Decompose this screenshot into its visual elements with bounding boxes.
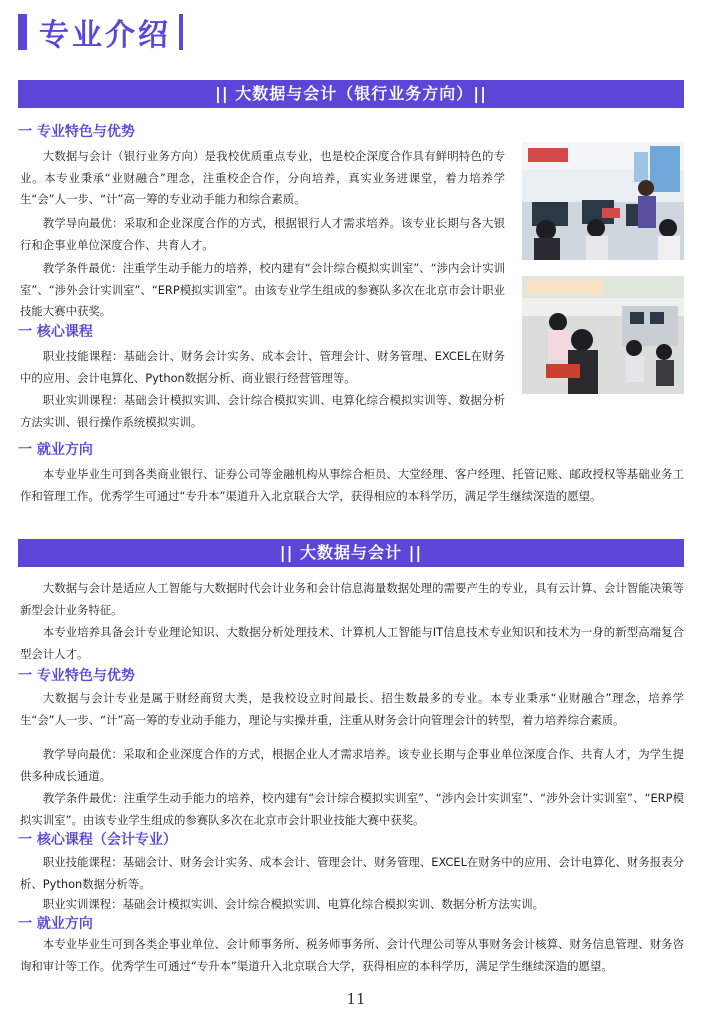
page-title: 专业介绍 [39,18,171,53]
section1-heading-career: 一 就业方向 [18,442,93,458]
section2-paragraph-guidance: 教学导向最优：采取和企业深度合作的方式，根据企业人才需求培养。该专业长期与企事业单位深度合作、共育人才，为学生提供多种成长通道。 [20,747,684,783]
section2-paragraph-skill-courses: 职业技能课程：基础会计、财务会计实务、成本会计、管理会计、财务管理、EXCEL在财务中的应用、会计电算化、财务报表分析、Python数据分析等。 [20,855,684,891]
section1-heading-courses: 一 核心课程 [18,324,93,340]
section2-banner: || 大数据与会计 || [18,539,684,567]
section1-paragraph-guidance: 教学导向最优：采取和企业深度合作的方式，根据银行人才需求培养。该专业长期与各大银行和企事业单位深度合作、共育人才。 [20,216,505,252]
classroom-photo-2 [522,276,684,394]
section1-paragraph-conditions: 教学条件最优：注重学生动手能力的培养，校内建有“会计综合模拟实训室”、“涉内会计实训室”、“涉外会计实训室”、“ERP模拟实训室”。由该专业学生组成的参赛队多次在北京市会计职业技能大赛中获奖。 [20,261,505,319]
section1-paragraph-career: 本专业毕业生可到各类商业银行、证券公司等金融机构从事综合柜员、大堂经理、客户经理、托管记账、邮政授权等基础业务工作和管理工作。优秀学生可通过“专升本”渠道升入北京联合大学，获得相应的本科学历，满足学生继续深造的愿望。 [20,467,684,503]
section2-paragraph-intro: 大数据与会计是适应人工智能与大数据时代会计业务和会计信息海量数据处理的需要产生的专业，具有云计算、会计智能决策等新型会计业务特征。 [20,581,684,617]
header-accent-bar [18,14,27,50]
section2-heading-features: 一 专业特色与优势 [18,668,135,684]
header-accent-bar-right [179,14,183,50]
section1-heading-features: 一 专业特色与优势 [18,124,135,140]
section1-banner: || 大数据与会计（银行业务方向）|| [18,80,684,108]
section1-paragraph-practice-courses: 职业实训课程：基础会计模拟实训、会计综合模拟实训、电算化综合模拟实训等、数据分析方法实训、银行操作系统模拟实训。 [20,393,505,429]
section2-paragraph-training: 本专业培养具备会计专业理论知识、大数据分析处理技术、计算机人工智能与IT信息技术专业知识和技术为一身的新型高端复合型会计人才。 [20,625,684,661]
section1-paragraph-intro: 大数据与会计（银行业务方向）是我校优质重点专业，也是校企深度合作具有鲜明特色的专业。本专业秉承“业财融合”理念，注重校企合作，分向培养，真实业务进课堂，着力培养学生“会”人一步、“计”高一筹的专业动手能力和综合素质。 [20,149,505,207]
page-header [18,10,183,54]
section2-paragraph-practice-courses: 职业实训课程：基础会计模拟实训、会计综合模拟实训、电算化综合模拟实训、数据分析方法实训。 [42,897,544,911]
classroom-photo-1 [522,142,684,260]
section2-paragraph-features: 大数据与会计专业是属于财经商贸大类，是我校设立时间最长、招生数最多的专业。本专业秉承“业财融合”理念，培养学生“会”人一步、“计”高一筹的专业动手能力，理论与实操并重，注重从财务会计向管理会计的转型，着力培养综合素质。 [20,691,684,727]
section2-paragraph-conditions: 教学条件最优：注重学生动手能力的培养，校内建有“会计综合模拟实训室”、“涉内会计实训室”、“涉外会计实训室”、“ERP模拟实训室”。由该专业学生组成的参赛队多次在北京市会计职业技能大赛中获奖。 [20,791,684,827]
section1-paragraph-skill-courses: 职业技能课程：基础会计、财务会计实务、成本会计、管理会计、财务管理、EXCEL在财务中的应用、会计电算化、Python数据分析、商业银行经营管理等。 [20,349,505,385]
section2-paragraph-career: 本专业毕业生可到各类企事业单位、会计师事务所、税务师事务所、会计代理公司等从事财务会计核算、财务信息管理、财务咨询和审计等工作。优秀学生可通过“专升本”渠道升入北京联合大学，获得相应的本科学历，满足学生继续深造的愿望。 [20,937,684,973]
section2-heading-career: 一 就业方向 [18,916,93,932]
page-number: 11 [346,990,366,1008]
section2-heading-courses: 一 核心课程（会计专业） [18,832,177,848]
